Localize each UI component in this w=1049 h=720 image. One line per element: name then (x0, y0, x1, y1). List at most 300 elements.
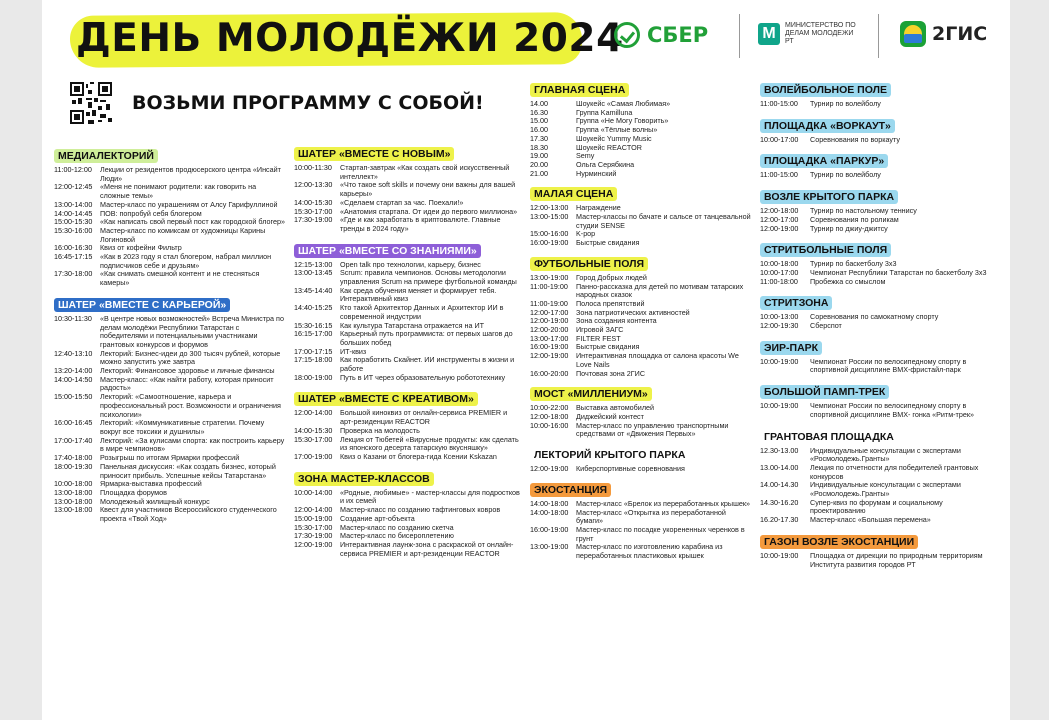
sber-logo (614, 22, 708, 48)
schedule-row (54, 419, 286, 436)
event-time: 16:00-19:00 (530, 238, 569, 248)
event-title: Полоса препятствий (576, 298, 645, 308)
event-time: 15:30-16:00 (54, 225, 93, 235)
event-time: 12:00-19:00 (760, 223, 799, 233)
column-1 (54, 146, 286, 524)
tagline: ВОЗЬМИ ПРОГРАММУ С СОБОЙ! (132, 92, 484, 114)
event-time: 15:00-16:00 (530, 229, 569, 239)
schedule-row (294, 304, 522, 321)
section-heading: МЕДИАЛЕКТОРИЙ (54, 149, 158, 163)
event-title: Мастер-классы по бачате и сальсе от танцевальной студии SENSE (576, 212, 751, 230)
section-heading: МОСТ «МИЛЛЕНИУМ» (530, 387, 652, 401)
schedule-row (294, 330, 522, 347)
event-title: Мастер-класс: «Как найти работу, которая приносит радость» (100, 374, 274, 393)
event-time: 16:00-19:00 (530, 524, 569, 534)
schedule-section (760, 151, 996, 180)
event-time: 17:30-19:00 (294, 215, 333, 225)
event-title: Scrum: правила чемпионов. Основы методологии управления Scrum на примере футбольной команды (340, 268, 517, 287)
event-title: Выставка автомобилей (576, 403, 655, 413)
schedule-section (294, 144, 522, 234)
event-title: Молодежный жилищный конкурс (100, 496, 210, 506)
event-title: «Родные, любимые» - мастер-классы для подростков и их семей (340, 487, 520, 506)
event-time: 10:30-11:30 (54, 313, 92, 323)
event-time: 11:00-12:00 (54, 165, 92, 174)
event-time: 17.30 (530, 133, 548, 143)
event-time: 11:00-15:00 (760, 170, 798, 180)
event-time: 11:00-18:00 (760, 276, 798, 286)
event-title: «Как написать свой первый пост как городской блогер» (100, 217, 285, 227)
schedule-row (530, 352, 752, 369)
event-time: 13:00-17:00 (530, 333, 569, 343)
event-title: Шоукейс REACTOR (576, 142, 642, 152)
event-time: 12:00-13:30 (294, 180, 333, 190)
event-time: 13:00-14:00 (54, 199, 93, 209)
event-time: 14:00-15:30 (294, 425, 333, 435)
schedule-row (530, 144, 752, 153)
event-time: 16:45-17:15 (54, 252, 93, 262)
2gis-logo-text: 2ГИС (932, 23, 988, 45)
event-title: Индивидуальные консультации с экспертами «Росмолодежь.Гранты» (810, 445, 961, 464)
event-title: Мастер-класс по комиксам от художницы Карины Логиновой (100, 225, 266, 244)
event-time: 10:00-16:00 (530, 420, 569, 430)
event-time: 17:30-18:00 (54, 269, 93, 279)
schedule-section (760, 382, 996, 419)
event-time: 14.00 (530, 99, 548, 108)
event-title: Соревнования по воркауту (810, 134, 900, 144)
logo-divider (878, 14, 879, 58)
event-title: Стартап-завтрак «Как создать свой искусственный интеллект» (340, 163, 510, 181)
event-title: Панно-рассказка для детей по мотивам татарских народных сказок (576, 281, 744, 300)
section-heading: СТРИТЗОНА (760, 296, 832, 310)
event-title: Мастер-класс по созданию тафтинговых ковров (340, 505, 501, 515)
schedule-section (530, 184, 752, 248)
schedule-section (54, 295, 286, 524)
event-time: 12.30-13.00 (760, 445, 799, 455)
schedule-row (54, 270, 286, 287)
event-time: 17:30-19:00 (294, 531, 333, 541)
schedule-section (760, 338, 996, 375)
event-title: Турнир по джиу-джитсу (810, 223, 888, 233)
event-time: 10:00-19:00 (760, 401, 799, 411)
event-title: «Что такое soft skills и почему они важны для вашей карьеры» (340, 180, 516, 199)
event-time: 10:00-19:00 (760, 550, 799, 560)
schedule-row (530, 152, 752, 161)
event-time: 12:00-19:00 (530, 351, 569, 361)
event-time: 18.30 (530, 142, 548, 152)
schedule-row (54, 350, 286, 367)
event-title: Группа Kamilluna (576, 107, 633, 117)
section-heading: БОЛЬШОЙ ПАМП-ТРЕК (760, 385, 889, 399)
event-title: Лекция по отчетности для победителей грантовых конкурсов (810, 462, 979, 481)
event-time: 13:45-14:40 (294, 285, 333, 295)
event-time: 12:00-17:00 (760, 214, 799, 224)
page-title: ДЕНЬ МОЛОДЁЖИ 2024 (76, 16, 624, 61)
section-heading: СТРИТБОЛЬНЫЕ ПОЛЯ (760, 243, 891, 257)
schedule-row (294, 489, 522, 506)
event-title: Лекторий: Финансовое здоровье и личные финансы (100, 366, 275, 376)
event-title: «Как снимать смешной контент и не стесняться камеры» (100, 269, 260, 288)
event-title: Панельная дискуссия: «Как создать бизнес, который приносит прибыль. Успешные кейсы Татарстана» (100, 461, 276, 480)
schedule-row (54, 463, 286, 480)
event-title: Быстрые свидания (576, 238, 640, 248)
event-title: Зона создания контента (576, 316, 657, 326)
event-time: 12:00-14:00 (294, 505, 333, 515)
event-title: Шоукейс «Самая Любимая» (576, 99, 671, 108)
section-heading: ЭИР-ПАРК (760, 341, 822, 355)
qr-code-icon (70, 82, 112, 124)
event-title: Лекция от Тюбетей «Вирусные продукты: как сделать из японского десерта татарскую вкусняшку» (340, 434, 519, 453)
event-title: Индивидуальные консультации с экспертами «Росмолодежь.Гранты» (810, 480, 961, 499)
event-title: Зона патриотических активностей (576, 307, 690, 317)
2gis-logo (900, 21, 987, 47)
schedule-row (294, 409, 522, 426)
section-heading: ПЛОЩАДКА «ВОРКАУТ» (760, 119, 895, 133)
event-time: 17:40-18:00 (54, 453, 93, 463)
event-time: 14:00-15:30 (294, 197, 333, 207)
event-time: 17:15-18:00 (294, 355, 333, 365)
schedule-row (530, 422, 752, 439)
event-time: 12:40-13:10 (54, 348, 93, 358)
event-time: 15:30-16:15 (294, 320, 333, 330)
event-time: 16.30 (530, 107, 548, 117)
schedule-row (294, 287, 522, 304)
event-time: 13:00-15:00 (530, 212, 569, 222)
schedule-row (530, 161, 752, 170)
event-time: 12:00-12:45 (54, 182, 93, 192)
schedule-row (530, 239, 752, 248)
event-time: 16:00-19:00 (530, 342, 569, 352)
event-title: Лекторий: «Самоотношение, карьера и профессиональный рост. Возможности и ограничения психологии» (100, 392, 281, 419)
event-time: 10:00-17:00 (760, 267, 799, 277)
event-title: Турнир по настольному теннису (810, 206, 917, 216)
schedule-section (294, 389, 522, 461)
event-title: Как среда обучения меняет и формирует тебя. Интерактивный квиз (340, 285, 497, 304)
event-time: 18:00-19:30 (54, 461, 93, 471)
event-title: Чемпионат Республики Татарстан по баскетболу 3х3 (810, 267, 987, 277)
event-title: Квиз о Казани от блогера-гида Ксении Kskazan (340, 451, 497, 461)
event-title: Мастер-класс по управлению транспортными средствами от «Движения Первых» (576, 420, 729, 439)
event-time: 15:00-19:00 (294, 513, 333, 523)
event-title: Соревнования по самокатному спорту (810, 312, 939, 322)
schedule-section (294, 469, 522, 559)
event-time: 14.00-14.30 (760, 480, 799, 490)
event-time: 12:00-19:00 (294, 539, 333, 549)
event-time: 10:00-18:00 (760, 259, 799, 269)
schedule-row (530, 526, 752, 543)
event-title: Мастер-класс по украшениям от Алсу Гарифуллиной (100, 199, 278, 209)
schedule-row (294, 374, 522, 383)
event-title: Чемпионат России по велосипедному спорту в спортивной дисциплине BMX-фристайл-парк (810, 356, 967, 375)
event-time: 13:00-19:00 (530, 542, 569, 552)
section-heading: ГЛАВНАЯ СЦЕНА (530, 83, 629, 97)
event-title: Площадка форумов (100, 487, 167, 497)
schedule-row (54, 315, 286, 350)
event-time: 14:00-14:50 (54, 374, 93, 384)
event-time: 12:15-13:00 (294, 259, 333, 269)
schedule-row (294, 541, 522, 558)
schedule-row (54, 253, 286, 270)
event-time: 12:00-19:30 (760, 321, 799, 331)
event-title: Киберспортивные соревнования (576, 464, 685, 474)
schedule-row (54, 376, 286, 393)
schedule-row (54, 227, 286, 244)
schedule-row (760, 516, 996, 525)
section-heading: МАЛАЯ СЦЕНА (530, 187, 617, 201)
section-heading: ГРАНТОВАЯ ПЛОЩАДКА (764, 430, 894, 443)
event-time: 12:00-13:00 (530, 203, 569, 213)
section-heading: ШАТЕР «ВМЕСТЕ СО ЗНАНИЯМИ» (294, 244, 481, 258)
event-time: 13:00-19:00 (530, 272, 569, 282)
event-title: Награждение (576, 203, 621, 213)
event-time: 11:00-19:00 (530, 281, 568, 291)
schedule-row (294, 216, 522, 233)
event-time: 12:00-17:00 (530, 307, 569, 317)
event-time: 13.00-14.00 (760, 462, 799, 472)
ministry-logo (758, 22, 863, 46)
schedule-section (530, 480, 752, 561)
section-heading: ШАТЕР «ВМЕСТЕ С КРЕАТИВОМ» (294, 392, 478, 406)
event-time: 10:00-22:00 (530, 403, 569, 413)
event-title: Создание арт-объекта (340, 513, 415, 523)
schedule-row (530, 213, 752, 230)
event-title: Квиз от кофейни Фильтр (100, 243, 182, 253)
section-heading: ЗОНА МАСТЕР-КЛАССОВ (294, 472, 434, 486)
schedule-row (294, 269, 522, 286)
event-time: 17:00-19:00 (294, 451, 333, 461)
event-time: 15.00 (530, 116, 548, 126)
event-time: 14:00-14:45 (54, 208, 93, 218)
event-time: 12:00-14:00 (294, 408, 333, 418)
schedule-section (760, 240, 996, 286)
event-time: 13:20-14:00 (54, 366, 93, 376)
event-title: Турнир по баскетболу 3х3 (810, 259, 897, 269)
event-title: Большой киноквиз от онлайн-сервиса PREMIER и арт-резиденции REACTOR (340, 408, 508, 427)
schedule-row (54, 393, 286, 419)
schedule-row (294, 181, 522, 198)
schedule-row (760, 402, 996, 419)
section-heading: ШАТЕР «ВМЕСТЕ С НОВЫМ» (294, 147, 454, 161)
schedule-section (530, 445, 752, 474)
schedule-section (760, 532, 996, 569)
event-title: Лекторий: Бизнес-идеи до 300 тысяч рублей, которые можно запустить уже завтра (100, 348, 281, 367)
section-heading: ПЛОЩАДКА «ПАРКУР» (760, 154, 888, 168)
schedule-row (294, 356, 522, 373)
event-time: 15:30-17:00 (294, 206, 333, 216)
event-time: 12:00-20:00 (530, 325, 569, 335)
schedule-row (54, 166, 286, 183)
event-title: Нурминский (576, 168, 617, 178)
event-title: Мастер-класс по созданию скетча (340, 522, 454, 532)
schedule-section (760, 293, 996, 330)
schedule-row (760, 136, 996, 145)
event-title: Ольга Серябкина (576, 159, 635, 169)
event-title: Мастер-класс по бисероплетению (340, 531, 454, 541)
event-title: Группа «Тёплые волны» (576, 125, 658, 135)
schedule-row (294, 436, 522, 453)
ministry-mark-icon: М (758, 23, 780, 45)
event-title: Open talk про технологии, карьеру, бизнес (340, 259, 481, 269)
event-time: 15:30-17:00 (294, 522, 333, 532)
schedule-row (294, 453, 522, 462)
column-3 (530, 80, 752, 561)
poster-sheet (42, 0, 1010, 720)
event-title: «Меня не понимают родители: как говорить на сложные темы» (100, 182, 257, 201)
event-time: 10:00-19:00 (760, 356, 799, 366)
event-title: Мастер-класс «Открытка из переработанной бумаги» (576, 507, 726, 526)
event-time: 11:00-15:00 (760, 99, 798, 108)
event-title: Чемпионат России по велосипедному спорту в спортивной дисциплине BMX- гонка «Ритм-трек» (810, 401, 974, 419)
event-time: 13:00-13:45 (294, 268, 333, 278)
schedule-row (530, 283, 752, 300)
event-title: Город Добрых людей (576, 272, 647, 282)
event-title: Как культура Татарстана отражается на ИТ (340, 320, 485, 330)
event-title: Супер-квиз по форумам и социальному проектированию (810, 497, 943, 516)
schedule-section (54, 146, 286, 288)
event-time: 10:00-11:30 (294, 163, 332, 172)
event-time: 16:15-17:00 (294, 329, 333, 339)
2gis-map-icon (900, 21, 926, 47)
event-time: 12:00-18:00 (760, 206, 799, 216)
event-time: 14:40-15:25 (294, 303, 333, 313)
schedule-row (530, 370, 752, 379)
schedule-section (530, 254, 752, 378)
schedule-row (530, 465, 752, 474)
event-title: Лекторий: «За кулисами спорта: как построить карьеру в мире чемпионов» (100, 435, 285, 454)
schedule-section (760, 427, 996, 525)
event-time: 12:00-18:00 (530, 411, 569, 421)
event-time: 18:00-19:00 (294, 372, 333, 382)
event-title: «Где и как заработать в криптовалюте. Главные тренды в 2024 году» (340, 215, 501, 233)
event-title: Мастер-класс «Брелок из переработанных крышек» (576, 498, 751, 508)
event-title: Мастер-класс по изготовлению карабина из переработанных пластиковых крышек (576, 542, 723, 561)
event-title: Ярмарка-выставка профессий (100, 479, 202, 489)
event-time: 13:00-18:00 (54, 487, 93, 497)
schedule-row (760, 322, 996, 331)
event-time: 14.30-16.20 (760, 497, 799, 507)
schedule-row (760, 278, 996, 287)
event-title: Лекторий: «Коммуникативные стратегии. Почему вокруг все токсики и душнилы» (100, 418, 265, 436)
schedule-row (530, 543, 752, 560)
event-title: Турнир по волейболу (810, 99, 881, 108)
sber-check-icon (614, 22, 640, 48)
section-heading: ФУТБОЛЬНЫЕ ПОЛЯ (530, 257, 648, 271)
event-title: Лекции от резидентов продюсерского центра «Инсайт Люди» (100, 165, 281, 183)
event-title: Диджейский контест (576, 411, 644, 421)
schedule-row (294, 164, 522, 181)
event-title: Быстрые свидания (576, 342, 640, 352)
event-time: 12:00-19:00 (530, 316, 569, 326)
event-title: Мастер-класс по посадке укорененных черенков в грунт (576, 524, 745, 543)
schedule-row (760, 447, 996, 464)
event-time: 16:00-16:30 (54, 243, 93, 253)
column-2 (294, 144, 522, 558)
schedule-row (530, 170, 752, 179)
event-time: 10:00-14:00 (294, 487, 333, 497)
event-title: ИТ-квиз (340, 346, 367, 356)
schedule-row (760, 100, 996, 109)
section-heading: ЭКОСТАНЦИЯ (530, 483, 611, 497)
event-title: ПОВ: попробуй себя блогером (100, 208, 202, 218)
section-heading: ГАЗОН ВОЗЛЕ ЭКОСТАНЦИИ (760, 535, 918, 549)
schedule-row (760, 464, 996, 481)
event-title: Соревнования по роликам (810, 214, 899, 224)
logo-divider (739, 14, 740, 58)
event-title: Квест для участников Всероссийского студенческого проекта «Твой Ход» (100, 505, 277, 524)
section-heading: ВОЗЛЕ КРЫТОГО ПАРКА (760, 190, 898, 204)
event-title: Розыгрыш по итогам Ярмарки профессий (100, 453, 240, 463)
event-time: 13:00-18:00 (54, 505, 93, 515)
schedule-section (760, 187, 996, 233)
event-title: K-pop (576, 229, 596, 239)
event-time: 17:00-17:40 (54, 435, 93, 445)
schedule-row (54, 183, 286, 200)
event-time: 14:00-18:00 (530, 498, 569, 508)
ministry-logo-text: МИНИСТЕРСТВО ПО ДЕЛАМ МОЛОДЕЖИ РТ (785, 22, 856, 45)
schedule-section (760, 80, 996, 109)
event-title: Игровой ЗАГС (576, 325, 624, 335)
event-time: 14:00-18:00 (530, 507, 569, 517)
event-time: 10:00-17:00 (760, 134, 799, 144)
event-time: 16:00-16:45 (54, 418, 93, 428)
event-title: Проверка на молодость (340, 425, 420, 435)
schedule-section (760, 116, 996, 145)
schedule-section (530, 384, 752, 439)
event-time: 21.00 (530, 168, 548, 178)
section-heading: ВОЛЕЙБОЛЬНОЕ ПОЛЕ (760, 83, 891, 97)
event-time: 10:00-13:00 (760, 312, 799, 322)
event-title: Почтовая зона 2ГИС (576, 368, 646, 378)
event-time: 13:00-18:00 (54, 496, 93, 506)
schedule-row (760, 552, 996, 569)
event-title: «В центре новых возможностей» Встреча Министра по делам молодёжи Республики Татарстан с победителями и потенциальными участниками грантовых конкурсов и форумов (100, 313, 284, 349)
event-title: «Анатомия стартапа. От идеи до первого миллиона» (340, 206, 518, 216)
event-title: «Сделаем стартап за час. Поехали!» (340, 197, 464, 207)
event-title: Карьерный путь программиста: от первых шагов до больших побед (340, 329, 513, 347)
event-title: FILTER FEST (576, 333, 621, 343)
schedule-section (294, 241, 522, 383)
event-title: Сберспот (810, 321, 842, 331)
schedule-section (530, 80, 752, 178)
event-title: Группа «Не Могу Говорить» (576, 116, 669, 126)
event-title: Шоукейс Yummy Music (576, 133, 652, 143)
event-time: 11:00-19:00 (530, 298, 568, 308)
schedule-row (760, 481, 996, 498)
schedule-row (54, 437, 286, 454)
schedule-row (760, 358, 996, 375)
event-time: 16.00 (530, 125, 548, 135)
event-title: Мастер-класс «Большая перемена» (810, 515, 931, 525)
schedule-row (530, 509, 752, 526)
event-title: Интерактивная площадка от салона красоты We Love Nails (576, 351, 739, 369)
schedule-row (760, 225, 996, 234)
event-time: 20.00 (530, 159, 548, 169)
event-time: 19.00 (530, 151, 548, 161)
schedule-row (54, 506, 286, 523)
sber-logo-text: СБЕР (647, 23, 709, 47)
event-title: Турнир по волейболу (810, 170, 881, 180)
event-time: 15:30-17:00 (294, 434, 333, 444)
event-title: Интерактивная лаунж-зона с раскраской от онлайн-сервиса PREMIER и арт-резиденции REACTOR (340, 539, 514, 558)
event-time: 17:00-17:15 (294, 346, 333, 356)
event-time: 15:00-15:50 (54, 392, 93, 402)
event-time: 16.20-17.30 (760, 515, 799, 525)
section-heading: ЛЕКТОРИЙ КРЫТОГО ПАРКА (534, 449, 686, 462)
event-time: 15:00-15:30 (54, 217, 93, 227)
event-time: 12:00-19:00 (530, 464, 569, 474)
event-title: Semy (576, 151, 595, 161)
event-time: 10:00-18:00 (54, 479, 93, 489)
event-title: «Как в 2023 году я стал блогером, набрал миллион подписчиков себе и друзьям» (100, 252, 272, 270)
